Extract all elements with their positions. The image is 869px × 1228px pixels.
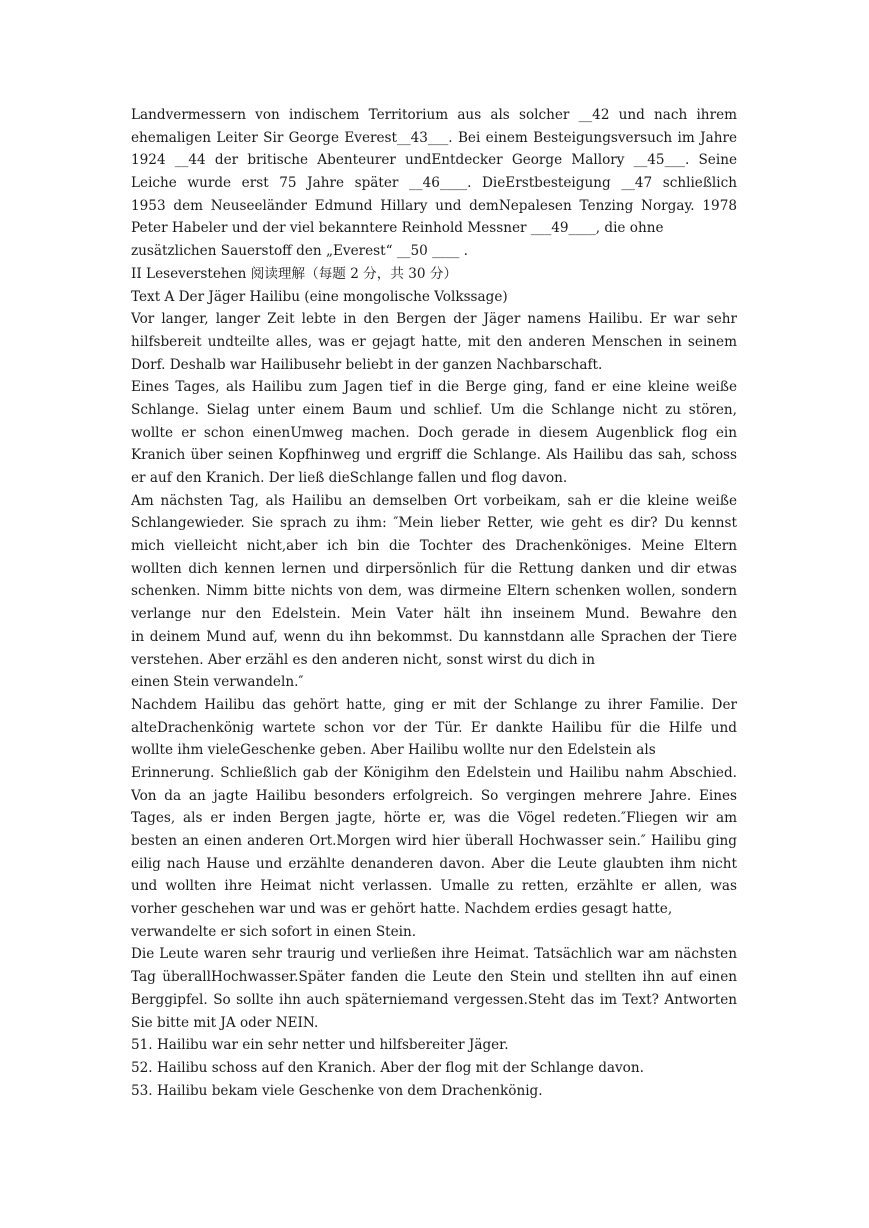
text-line: Tag überallHochwasser.Später fanden die Leute den Stein und stellten ihn auf einen bbox=[131, 969, 737, 986]
text-line: Landvermessern von indischem Territorium aus als solcher __42 und nach ihrem bbox=[131, 107, 737, 123]
text-line: Tages, als er inden Bergen jagte, hörte er, was die Vögel redeten.″Fliegen wir am bbox=[131, 810, 737, 827]
text-line: er auf den Kranich. Der ließ dieSchlange fallen und flog davon. bbox=[131, 470, 568, 486]
text-line: Erinnerung. Schließlich gab der Königihm den Edelstein und Hailibu nahm Abschied. bbox=[131, 764, 737, 781]
text-line: Dorf. Deshalb war Hailibusehr beliebt in der ganzen Nachbarschaft. bbox=[131, 356, 603, 373]
text-line: Text A Der Jäger Hailibu (eine mongolische Volkssage) bbox=[131, 288, 508, 305]
text-line: Leiche wurde erst 75 Jahre später __46____. DieErstbesteigung __47 schließlich bbox=[131, 175, 737, 192]
text-line: 52. Hailibu schoss auf den Kranich. Aber der flog mit der Schlange davon. bbox=[131, 1059, 644, 1076]
text-line: ehemaligen Leiter Sir George Everest__43___. Bei einem Besteigungsversuch im Jahre bbox=[131, 129, 737, 146]
text-line: eilig nach Hause und erzählte denanderen davon. Aber die Leute glaubten ihm nicht bbox=[131, 855, 737, 872]
text-line: mich vielleicht nicht,aber ich bin die Tochter des Drachenköniges. Meine Eltern bbox=[131, 538, 737, 555]
text-line: Schlangewieder. Sie sprach zu ihm: ″Mein lieber Retter, wie geht es dir? Du kennst bbox=[131, 515, 737, 532]
text-line: alteDrachenkönig wartete schon vor der Tür. Er dankte Hailibu für die Hilfe und bbox=[131, 719, 737, 736]
text-line: wollte ihm vieleGeschenke geben. Aber Hailibu wollte nur den Edelstein als bbox=[131, 742, 656, 759]
text-line: Schlange. Sielag unter einem Baum und schlief. Um die Schlange nicht zu stören, bbox=[131, 401, 737, 418]
text-line: verwandelte er sich sofort in einen Stein. bbox=[131, 923, 417, 940]
text-line: Die Leute waren sehr traurig und verließen ihre Heimat. Tatsächlich war am nächsten bbox=[131, 946, 737, 963]
text-line: wollten dich kennen lernen und dirpersönlich für die Rettung danken und dir etwas bbox=[131, 560, 737, 577]
text-line: 53. Hailibu bekam viele Geschenke von dem Drachenkönig. bbox=[131, 1082, 543, 1099]
text-line: wollte er schon einenUmweg machen. Doch gerade in diesem Augenblick flog ein bbox=[131, 424, 737, 441]
text-line: in deinem Mund auf, wenn du ihn bekommst. Du kannstdann alle Sprachen der Tiere bbox=[131, 628, 737, 645]
text-line: und wollten ihre Heimat nicht verlassen. Umalle zu retten, erzählte er allen, was bbox=[131, 878, 737, 895]
text-line: besten an einen anderen Ort.Morgen wird hier überall Hochwasser sein.″ Hailibu ging bbox=[131, 833, 737, 849]
text-line: II Leseverstehen 阅读理解（每题 2 分，共 30 分） bbox=[131, 265, 458, 282]
text-line: zusätzlichen Sauerstoff den „Everest“ __50 ____ . bbox=[131, 243, 468, 260]
text-line: 51. Hailibu war ein sehr netter und hilfsbereiter Jäger. bbox=[131, 1037, 509, 1054]
text-line: verstehen. Aber erzähl es den anderen nicht, sonst wirst du dich in bbox=[131, 651, 596, 668]
text-line: verlange nur den Edelstein. Mein Vater hält ihn inseinem Mund. Bewahre den bbox=[131, 606, 737, 623]
text-line: hilfsbereit undteilte alles, was er gejagt hatte, mit den anderen Menschen in seinem bbox=[131, 333, 737, 350]
text-line: Eines Tages, als Hailibu zum Jagen tief in die Berge ging, fand er eine kleine weiße bbox=[131, 379, 737, 396]
text-line: Von da an jagte Hailibu besonders erfolgreich. So vergingen mehrere Jahre. Eines bbox=[131, 787, 737, 804]
text-line: Vor langer, langer Zeit lebte in den Bergen der Jäger namens Hailibu. Er war sehr bbox=[131, 311, 737, 328]
text-line: schenken. Nimm bitte nichts von dem, was dirmeine Eltern schenken wollen, sondern bbox=[131, 583, 737, 600]
text-line: Nachdem Hailibu das gehört hatte, ging er mit der Schlange zu ihrer Familie. Der bbox=[131, 696, 737, 713]
text-line: 1924 __44 der britische Abenteurer undEntdecker George Mallory __45___. Seine bbox=[131, 152, 737, 169]
text-line: einen Stein verwandeln.″ bbox=[131, 674, 304, 691]
text-line: vorher geschehen war und was er gehört hatte. Nachdem erdies gesagt hatte, bbox=[131, 901, 673, 918]
document-page bbox=[131, 104, 737, 1102]
text-line: Kranich über seinen Kopfhinweg und ergriff die Schlange. Als Hailibu das sah, schoss bbox=[131, 447, 737, 464]
text-line: Am nächsten Tag, als Hailibu an demselben Ort vorbeikam, sah er die kleine weiße bbox=[131, 492, 737, 509]
text-line: Sie bitte mit JA oder NEIN. bbox=[131, 1014, 319, 1031]
text-line: 1953 dem Neuseeländer Edmund Hillary und demNepalesen Tenzing Norgay. 1978 bbox=[131, 197, 737, 214]
text-line: Berggipfel. So sollte ihn auch späterniemand vergessen.Steht das im Text? Antworten bbox=[131, 991, 737, 1008]
text-line: Peter Habeler und der viel bekanntere Reinhold Messner ___49____, die ohne bbox=[131, 220, 664, 237]
